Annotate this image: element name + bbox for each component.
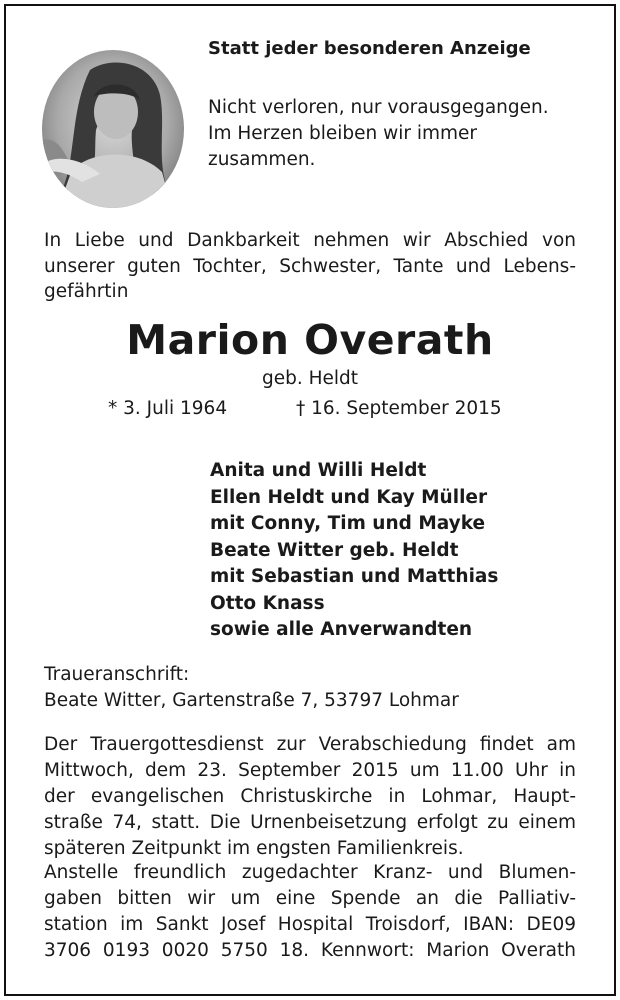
service-line: späteren Zeitpunkt im engsten Familienkreis. bbox=[44, 838, 464, 859]
mourner-line: Ellen Heldt und Kay Müller bbox=[210, 486, 488, 508]
maiden-name: geb. Heldt bbox=[261, 368, 359, 389]
donation-line: Anstelle freundlich zugedachter Kranz- und Blumen- bbox=[44, 862, 576, 883]
service-info bbox=[44, 732, 576, 862]
birth-date: * 3. Juli 1964 bbox=[108, 398, 228, 419]
intro-line: unserer guten Tochter, Schwester, Tante und Lebens- bbox=[44, 255, 576, 277]
donation-line: station im Sankt Josef Hospital Troisdorf, IBAN: DE09 bbox=[44, 914, 576, 935]
contact-label: Traueranschrift: bbox=[44, 664, 190, 685]
donation-line: gaben bitten wir um eine Spende an die Palliativ- bbox=[44, 888, 576, 909]
donation-info bbox=[44, 860, 576, 964]
mourner-line: Otto Knass bbox=[210, 592, 325, 614]
donation-line: 3706 0193 0020 5750 18. Kennwort: Marion Overath bbox=[44, 940, 576, 961]
memorial-quote bbox=[208, 95, 588, 173]
service-line: der evangelischen Christuskirche in Lohmar, Haupt- bbox=[44, 786, 576, 807]
service-line: Der Trauergottesdienst zur Verabschiedung findet am bbox=[44, 734, 576, 755]
intro-text bbox=[44, 228, 576, 305]
mourner-line: Anita und Willi Heldt bbox=[210, 460, 427, 481]
service-line: straße 74, statt. Die Urnenbeisetzung erfolgt zu einem bbox=[44, 812, 576, 833]
quote-line: Nicht verloren, nur vorausgegangen. bbox=[208, 97, 549, 118]
death-date: † 16. September 2015 bbox=[296, 398, 502, 419]
intro-line: In Liebe und Dankbarkeit nehmen wir Abschied von bbox=[44, 230, 576, 251]
mourner-line: mit Sebastian und Matthias bbox=[210, 566, 499, 587]
service-line: Mittwoch, dem 23. September 2015 um 11.00 Uhr in bbox=[44, 760, 576, 781]
contact-address: Beate Witter, Gartenstraße 7, 53797 Lohmar bbox=[44, 690, 459, 711]
intro-line: gefährtin bbox=[44, 281, 129, 302]
mourner-line: sowie alle Anverwandten bbox=[210, 619, 473, 640]
contact-address-block bbox=[44, 662, 459, 714]
deceased-name: Marion Overath bbox=[126, 316, 494, 364]
mourner-line: mit Conny, Tim und Mayke bbox=[210, 513, 486, 534]
notice-headline: Statt jeder besonderen Anzeige bbox=[208, 38, 531, 59]
quote-line: Im Herzen bleiben wir immer bbox=[208, 123, 478, 144]
portrait-photo bbox=[42, 50, 184, 208]
quote-line: zusammen. bbox=[208, 149, 316, 170]
mourners-list bbox=[210, 458, 498, 644]
mourner-line: Beate Witter geb. Heldt bbox=[210, 539, 459, 561]
